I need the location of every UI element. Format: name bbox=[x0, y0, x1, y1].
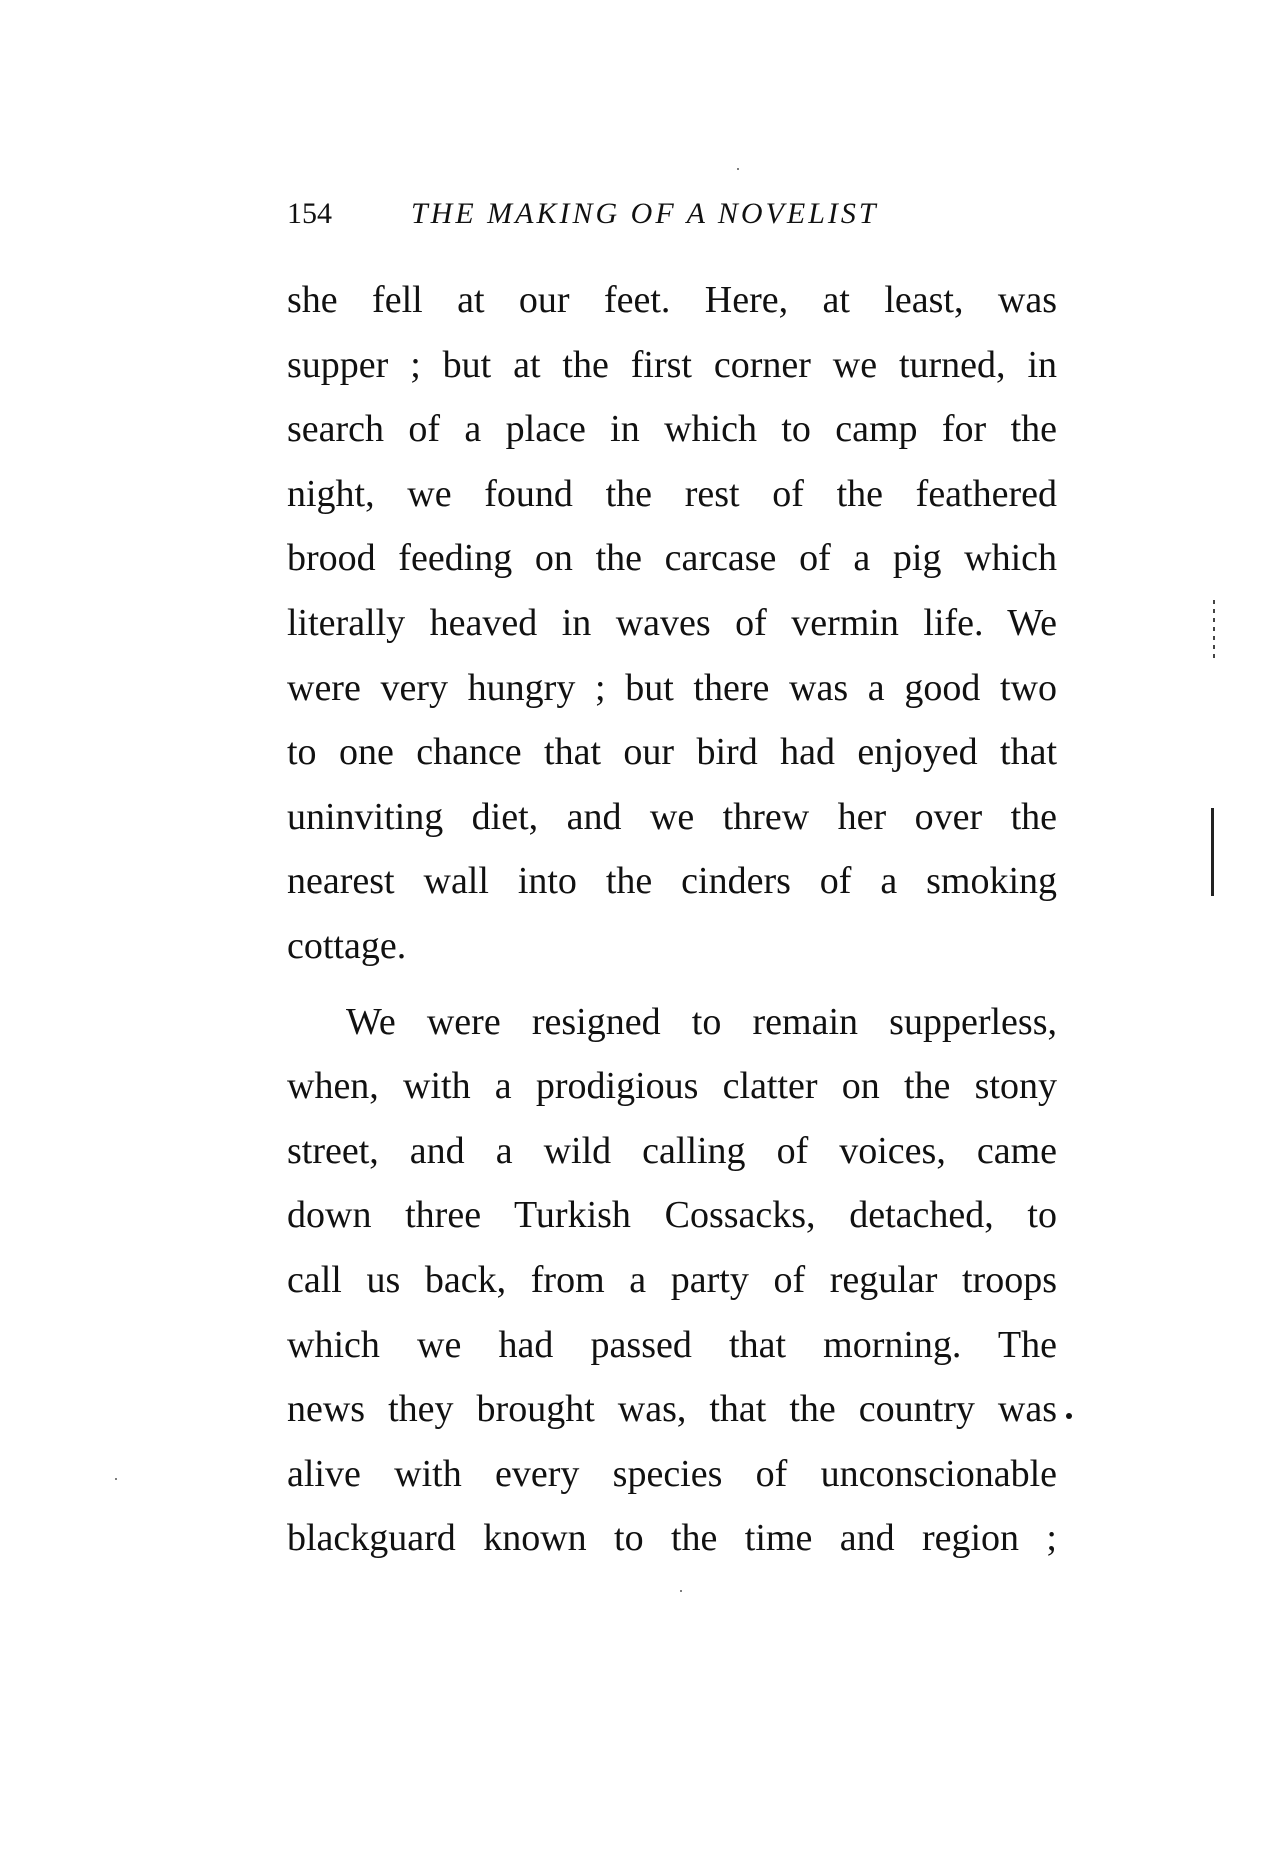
text-line: We were resigned to remain supperless, bbox=[346, 1000, 1057, 1043]
text-line: brood feeding on the carcase of a pig which bbox=[287, 537, 1057, 580]
text-line: which we had passed that morning. The bbox=[287, 1323, 1057, 1366]
margin-dotted-mark bbox=[1213, 600, 1215, 658]
ink-speck bbox=[737, 168, 739, 170]
body-text bbox=[287, 268, 1057, 1571]
paragraph bbox=[287, 990, 1057, 1571]
text-line: uninviting diet, and we threw her over the bbox=[287, 795, 1057, 838]
text-line: were very hungry ; but there was a good two bbox=[287, 666, 1057, 709]
text-line: literally heaved in waves of vermin life. We bbox=[287, 601, 1057, 644]
text-line: nearest wall into the cinders of a smoking bbox=[287, 860, 1057, 903]
text-line: blackguard known to the time and region ; bbox=[287, 1517, 1057, 1560]
ink-speck bbox=[1066, 1413, 1072, 1419]
ink-speck bbox=[680, 1590, 682, 1592]
text-line: night, we found the rest of the feathered bbox=[287, 472, 1057, 515]
text-line: cottage. bbox=[287, 924, 407, 967]
text-line: when, with a prodigious clatter on the stony bbox=[287, 1065, 1057, 1108]
paragraph bbox=[287, 268, 1057, 979]
margin-rule-mark bbox=[1211, 808, 1214, 896]
text-line: alive with every species of unconscionable bbox=[287, 1452, 1057, 1495]
text-line: she fell at our feet. Here, at least, was bbox=[287, 279, 1057, 321]
paragraph-gap bbox=[287, 979, 1057, 990]
text-line: call us back, from a party of regular troops bbox=[287, 1258, 1057, 1301]
running-head bbox=[287, 194, 1061, 234]
text-line: to one chance that our bird had enjoyed that bbox=[287, 731, 1057, 774]
text-line: supper ; but at the first corner we turned, in bbox=[287, 343, 1057, 386]
text-line: search of a place in which to camp for the bbox=[287, 408, 1057, 451]
ink-speck bbox=[115, 1478, 117, 1480]
page-number: 154 bbox=[287, 197, 332, 230]
text-line: street, and a wild calling of voices, came bbox=[287, 1129, 1057, 1172]
running-title: THE MAKING OF A NOVELIST bbox=[411, 197, 879, 230]
text-line: down three Turkish Cossacks, detached, to bbox=[287, 1194, 1057, 1237]
text-line: news they brought was, that the country was bbox=[287, 1388, 1057, 1431]
